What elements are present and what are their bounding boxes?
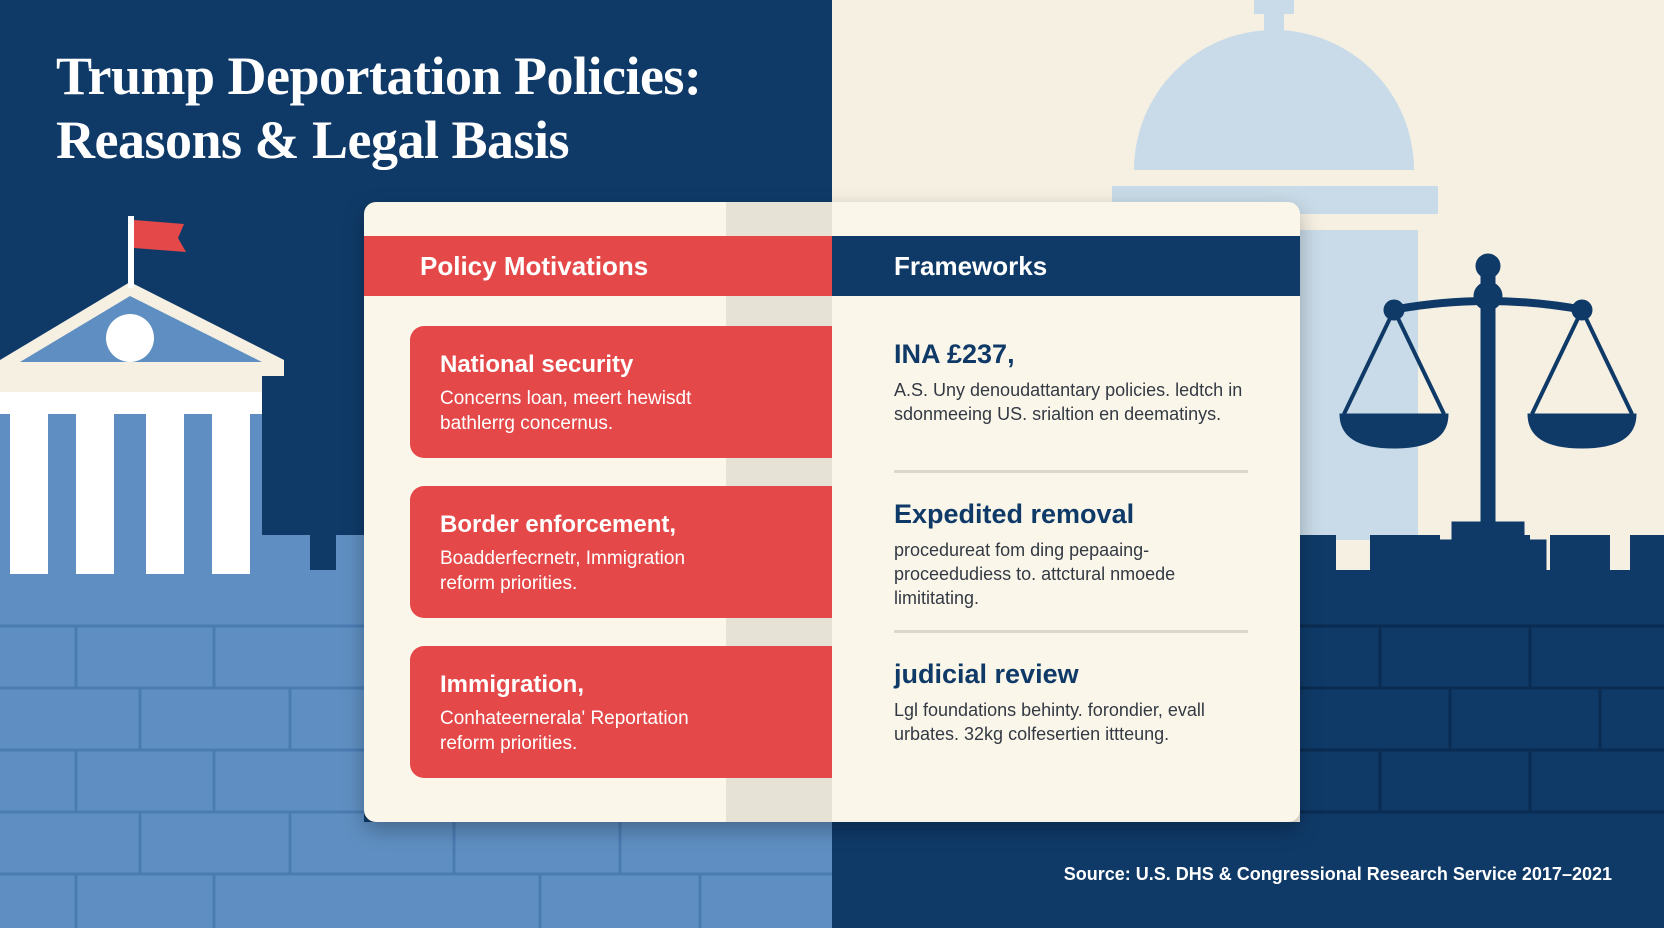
motivation-card [410,326,832,458]
motivation-text: Boadderfecrnetr, Immigration reform priorities. [440,548,686,594]
framework-text: A.S. Uny denoudattantary policies. ledtch in sdonmeeing US. srialtion en deematinys. [894,380,1243,424]
source-citation: Source: U.S. DHS & Congressional Research Service 2017–2021 [1063,864,1612,884]
government-building-icon [0,216,284,574]
flag-icon [134,220,186,252]
framework-divider [894,470,1248,473]
title-line-1: Trump Deportation Policies: [56,46,702,106]
framework-text: Lgl foundations behinty. forondier, evall urbates. 32kg colfesertien ittteung. [894,700,1205,744]
motivation-card [410,646,832,778]
framework-divider [894,630,1248,633]
framework-item [894,338,1248,426]
framework-item [894,658,1248,746]
framework-heading: Expedited removal [894,499,1135,529]
framework-text: procedureat fom ding pepaaing- proceedudiess to. attctural nmoede limititating. [894,540,1176,608]
motivation-heading: Border enforcement, [440,511,677,538]
policy-motivations-header: Policy Motivations [364,236,832,296]
framework-heading: INA £237, [894,339,1015,369]
framework-item [894,498,1248,610]
motivation-text: Concerns loan, meert hewisdt bathlerrg concernus. [440,388,692,434]
info-card [364,202,1300,822]
motivation-text: Conhateernerala' Reportation reform priorities. [440,708,689,754]
motivation-heading: Immigration, [440,671,585,698]
frameworks-header: Frameworks [832,236,1300,296]
motivation-card [410,486,832,618]
motivation-heading: National security [440,351,634,378]
title-line-2: Reasons & Legal Basis [56,110,570,170]
page-title [56,44,701,172]
framework-heading: judicial review [894,659,1079,689]
